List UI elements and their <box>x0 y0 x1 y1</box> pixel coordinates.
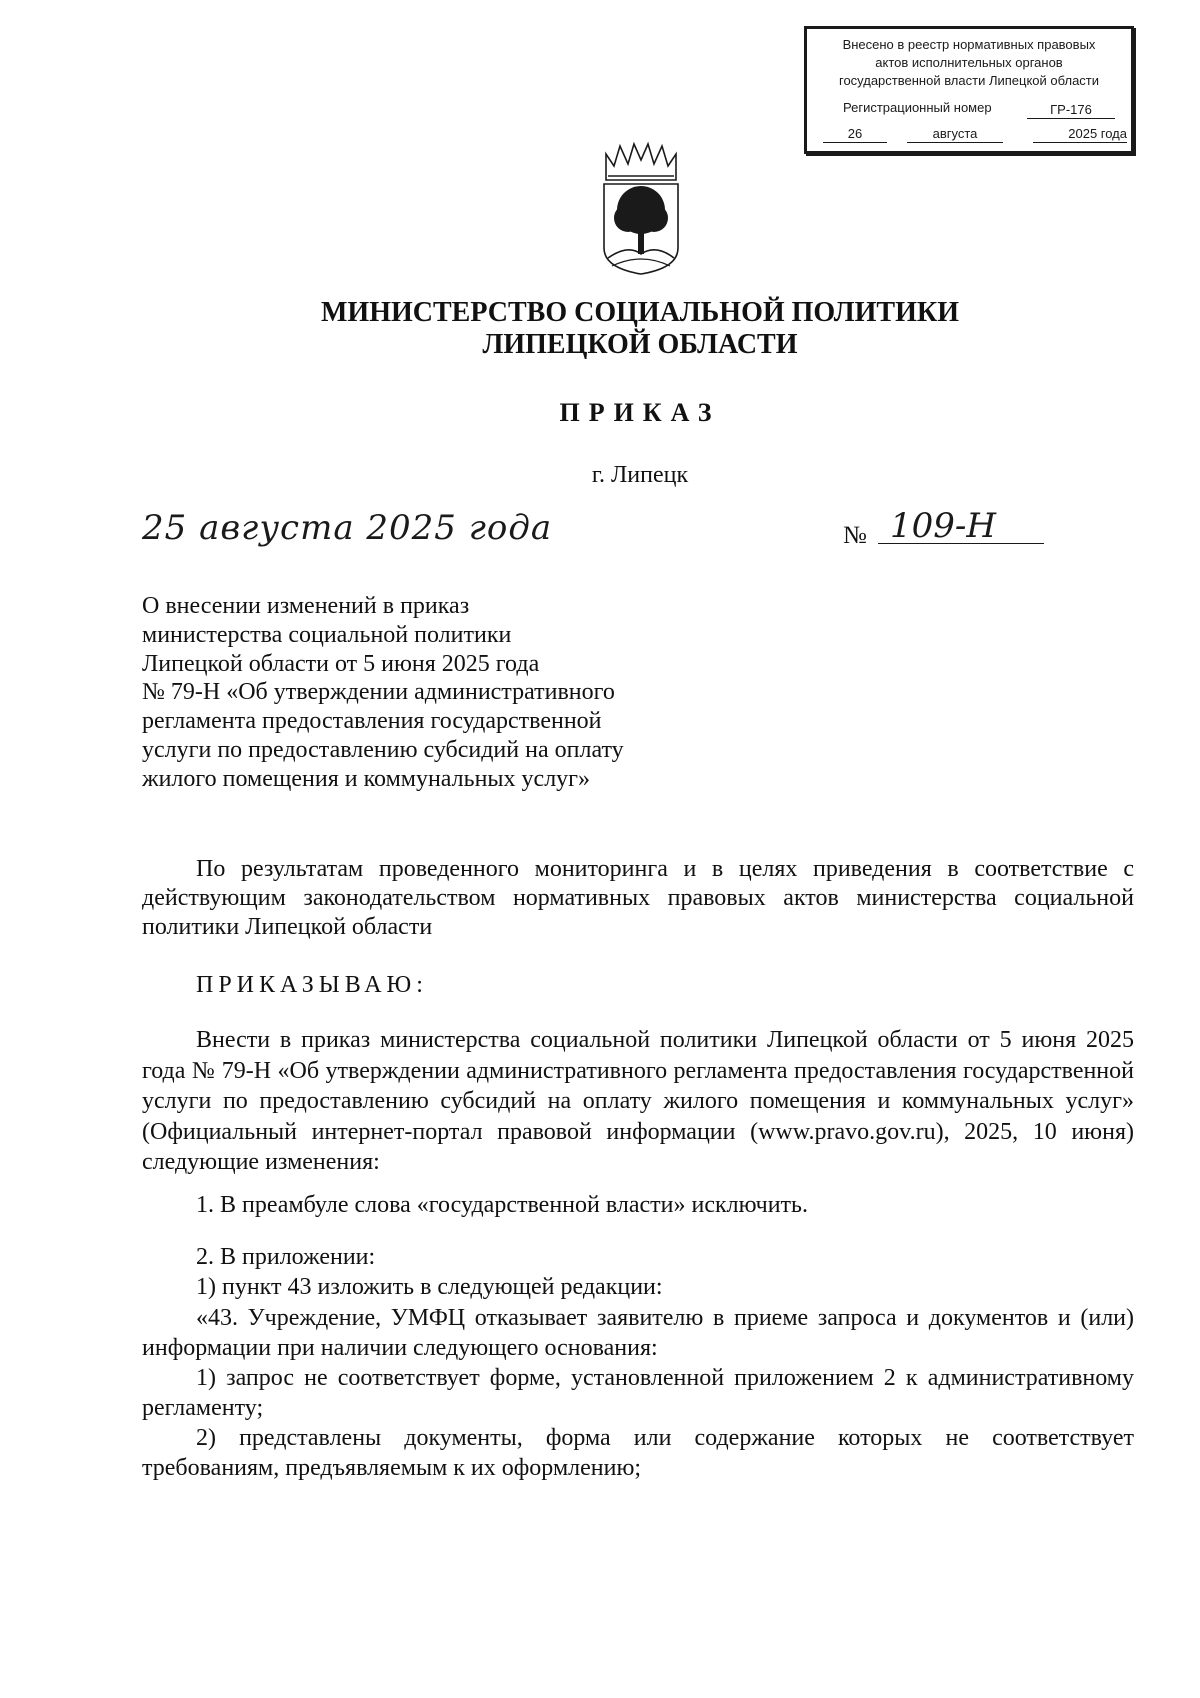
stamp-month: августа <box>907 125 1003 143</box>
document-type: ПРИКАЗ <box>559 398 721 427</box>
item-1: 1. В преамбуле слова «государственной власти» исключить. <box>196 1192 808 1218</box>
ministry-line-2: ЛИПЕЦКОЙ ОБЛАСТИ <box>482 329 798 360</box>
subject-line: министерства социальной политики <box>142 621 512 648</box>
preamble-block <box>142 855 1134 942</box>
item-43-2: 2) представлены документы, форма или содержание которых не соответствует требованиям, предъявляемым к их оформлению; <box>142 1425 1134 1481</box>
item-2-1: 1) пункт 43 изложить в следующей редакции: <box>196 1274 663 1300</box>
stamp-line-1: Внесено в реестр нормативных правовых <box>842 37 1096 52</box>
preamble: По результатам проведенного мониторинга и в целях приведения в соответствие с действующим законодательством нормативных правовых актов министерства социальной политики Липецкой области <box>142 856 1134 940</box>
order-number: 109-Н <box>878 506 1044 544</box>
item-2: 2. В приложении: <box>196 1244 376 1270</box>
subject-line: регламента предоставления государственной <box>142 708 602 735</box>
stamp-line-3: государственной власти Липецкой области <box>838 73 1100 88</box>
directive: ПРИКАЗЫВАЮ: <box>196 972 428 998</box>
subject-line: Липецкой области от 5 июня 2025 года <box>142 650 540 677</box>
item-43-block <box>142 1303 1134 1483</box>
main-paragraph-block <box>142 1025 1134 1178</box>
main-paragraph: Внести в приказ министерства социальной политики Липецкой области от 5 июня 2025 года № 79-Н «Об утверждении административного регламента предоставления государственной услуги по предоставлению субсидий на оплату жилого помещения и коммунальных услуг» (Официальный интернет-портал правовой информации (www.pravo.gov.ru), 2025, 10 июня) следующие изменения: <box>142 1027 1134 1175</box>
coat-of-arms-icon <box>598 140 684 278</box>
stamp-reg-number: ГР-176 <box>1027 101 1115 119</box>
subject-line: услуги по предоставлению субсидий на оплату <box>142 736 624 763</box>
stamp-reg-label: Регистрационный номер <box>843 100 992 115</box>
registry-stamp <box>804 26 1134 154</box>
subject-line: № 79-Н «Об утверждении административного <box>142 679 615 706</box>
city: г. Липецк <box>591 462 689 488</box>
subject-line: О внесении изменений в приказ <box>142 593 470 619</box>
stamp-day: 26 <box>823 125 887 143</box>
item-43: «43. Учреждение, УМФЦ отказывает заявителю в приеме запроса и документов и (или) информации при наличии следующего основания: <box>142 1305 1134 1361</box>
order-number-label: № <box>843 522 867 549</box>
stamp-line-2: актов исполнительных органов <box>875 55 1063 70</box>
ministry-name <box>0 297 1200 361</box>
order-subject <box>142 592 742 794</box>
subject-line: жилого помещения и коммунальных услуг» <box>142 765 591 792</box>
ministry-line-1: МИНИСТЕРСТВО СОЦИАЛЬНОЙ ПОЛИТИКИ <box>321 297 959 328</box>
item-43-1: 1) запрос не соответствует форме, установленной приложением 2 к административному регламенту; <box>142 1365 1134 1421</box>
order-date: 25 августа 2025 года <box>142 508 553 548</box>
stamp-year: 2025 года <box>1033 125 1127 143</box>
